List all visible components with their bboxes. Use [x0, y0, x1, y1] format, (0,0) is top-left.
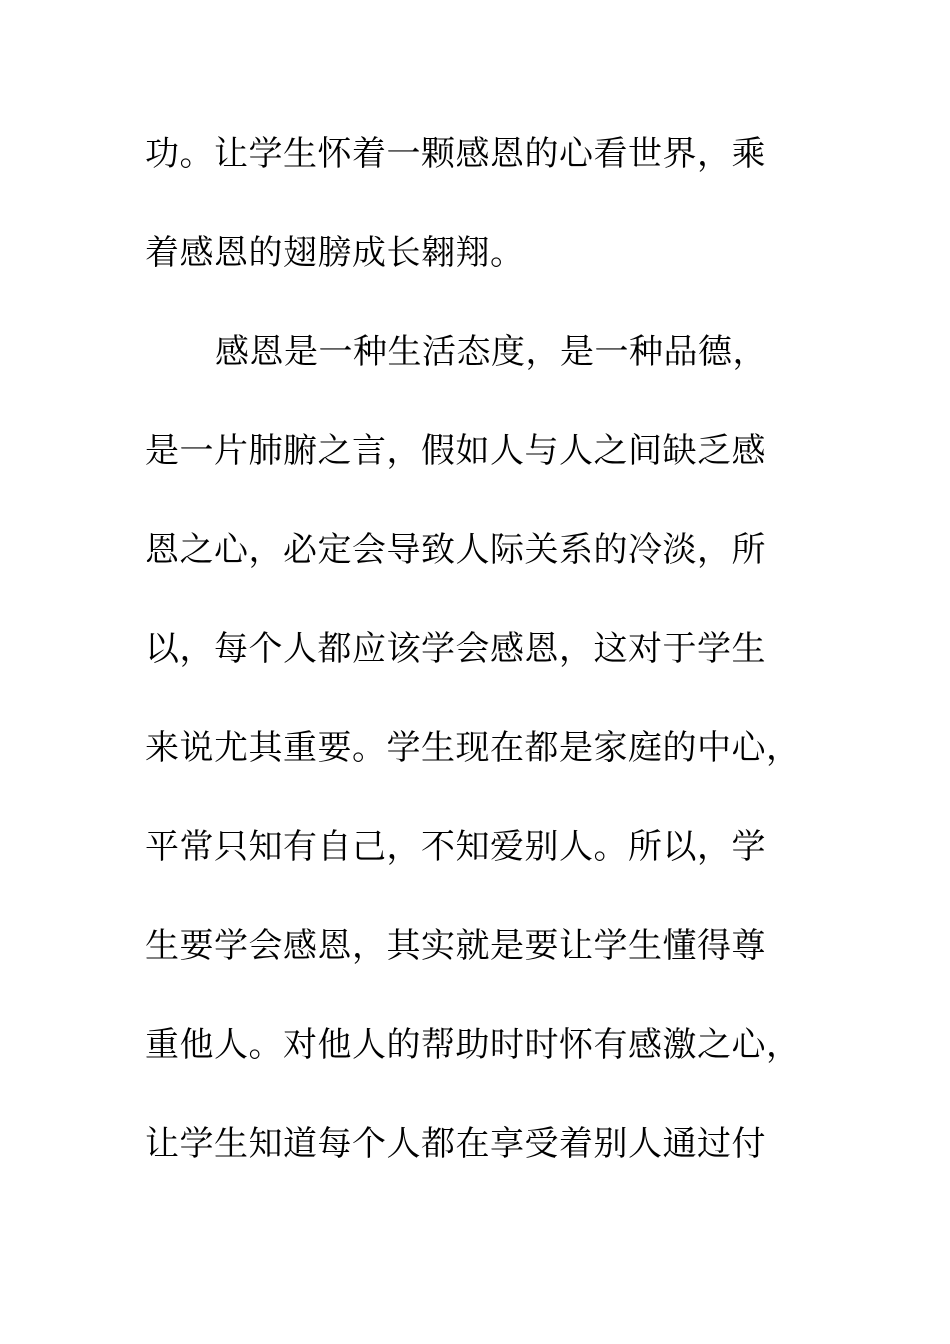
- text-line: 生要学会感恩，其实就是要让学生懂得尊: [145, 926, 766, 966]
- paragraph-start-line: 感恩是一种生活态度，是一种品德，: [215, 332, 767, 372]
- text-line: 平常只知有自己，不知爱别人。所以，学: [145, 827, 766, 867]
- text-line: 是一片肺腑之言，假如人与人之间缺乏感: [145, 431, 766, 471]
- text-line: 来说尤其重要。学生现在都是家庭的中心，: [145, 728, 801, 768]
- text-line: 让学生知道每个人都在享受着别人通过付: [145, 1124, 766, 1164]
- body-text: [145, 128, 805, 1217]
- text-line: 着感恩的翅膀成长翱翔。: [145, 233, 525, 273]
- text-line: 以，每个人都应该学会感恩，这对于学生: [145, 629, 766, 669]
- text-line: 重他人。对他人的帮助时时怀有感激之心，: [145, 1025, 801, 1065]
- text-line: 恩之心，必定会导致人际关系的冷淡，所: [145, 530, 766, 570]
- text-line: 功。让学生怀着一颗感恩的心看世界，乘: [145, 134, 766, 174]
